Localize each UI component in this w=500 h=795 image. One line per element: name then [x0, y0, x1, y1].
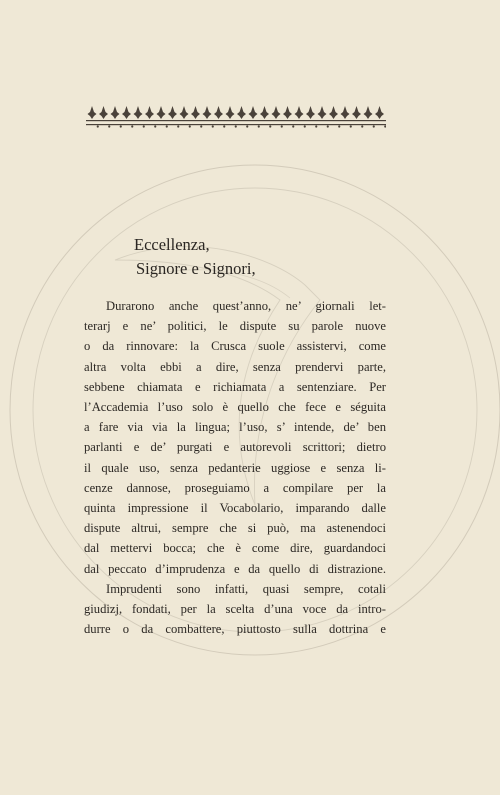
- text-line: dispute altrui, sempre che si può, ma astenendoci: [84, 521, 386, 536]
- ornament-dot: [177, 125, 179, 127]
- ornament-motif: [180, 106, 189, 119]
- ornament-dot: [108, 125, 110, 127]
- text-line: Durarono anche quest’anno, ne’ giornali let-: [106, 299, 386, 313]
- ornament-motif: [134, 106, 143, 119]
- ornament-dot: [292, 125, 294, 127]
- ornament-motif: [88, 106, 97, 119]
- ornament-motif: [375, 106, 384, 119]
- ornament-dot: [304, 125, 306, 127]
- ornament-motif: [168, 106, 177, 119]
- text-line: durre o da combattere, piuttosto sulla dottrina e: [84, 622, 386, 637]
- ornament-dot: [223, 125, 225, 127]
- ornament-motif: [214, 106, 223, 119]
- ornament-motif: [237, 106, 246, 119]
- text-line: cenze dannose, proseguiamo a compilare per la: [84, 480, 386, 495]
- salutation-line-1: Eccellenza,: [134, 235, 210, 254]
- ornament-dot: [281, 125, 283, 127]
- ornament-dot: [327, 125, 329, 127]
- body-paragraph: [84, 296, 386, 639]
- ornament-dot: [384, 125, 386, 127]
- text-line: quinta impressione il Vocabolario, imparando dalle: [84, 501, 386, 516]
- ornament-dot: [373, 125, 375, 127]
- text-line: dal peccato d’imprudenza e da quello di distrazione.: [84, 561, 386, 576]
- ornament-dot: [235, 125, 237, 127]
- text-line: l’Accademia l’uso solo è quello che fece e séguita: [84, 400, 386, 415]
- ornament-motif: [99, 106, 108, 119]
- ornament-dot: [97, 125, 99, 127]
- text-line: a fare via via la lingua; l’uso, s’ intende, de’ ben: [84, 420, 386, 435]
- ornament-dot: [258, 125, 260, 127]
- ornament-dot: [143, 125, 145, 127]
- ornament-dot: [269, 125, 271, 127]
- ornament-motif: [364, 106, 373, 119]
- ornament-dot: [350, 125, 352, 127]
- ornament-motif: [272, 106, 281, 119]
- ornament-motif: [145, 106, 154, 119]
- ornament-motif: [341, 106, 350, 119]
- ornament-motif: [122, 106, 131, 119]
- ornament-dot: [315, 125, 317, 127]
- ornament-motif: [260, 106, 269, 119]
- ornament-motif: [191, 106, 200, 119]
- ornament-motif: [329, 106, 338, 119]
- text-line: terarj e ne’ politici, le dispute su parole nuove: [84, 319, 386, 334]
- ornament-dot: [154, 125, 156, 127]
- text-line: sebbene chiamata e richiamata a sentenziare. Per: [84, 379, 386, 394]
- text-line: giudizj, fondati, per la scelta d’una voce da intro-: [84, 602, 386, 617]
- header-ornament: [86, 103, 386, 131]
- ornament-motif: [157, 106, 166, 119]
- ornament-dot: [361, 125, 363, 127]
- text-line: Imprudenti sono infatti, quasi sempre, cotali: [106, 581, 386, 596]
- ornament-motif: [283, 106, 292, 119]
- text-line: dal mettervi bocca; che è come dire, guardandoci: [84, 541, 386, 556]
- ornament-motif: [226, 106, 235, 119]
- ornament-motif: [306, 106, 315, 119]
- text-line: parlanti e de’ purgati e autorevoli scrittori; dietro: [84, 440, 386, 455]
- ornament-motif: [203, 106, 212, 119]
- ornament-motif: [318, 106, 327, 119]
- ornament-motif: [352, 106, 361, 119]
- ornament-dot: [338, 125, 340, 127]
- ornament-dot: [120, 125, 122, 127]
- ornament-dot: [212, 125, 214, 127]
- salutation: [134, 233, 256, 281]
- ornament-motif: [249, 106, 258, 119]
- text-line: o da rinnovare: la Crusca suole assistervi, come: [84, 339, 386, 354]
- ornament-motif: [111, 106, 120, 119]
- ornament-dot: [189, 125, 191, 127]
- ornament-dot: [131, 125, 133, 127]
- salutation-line-2: Signore e Signori,: [136, 259, 256, 278]
- ornament-dot: [200, 125, 202, 127]
- ornament-motif: [295, 106, 304, 119]
- text-line: altra volta ebbi a dire, senza prendervi parte,: [84, 359, 386, 374]
- text-line: il quale uso, senza pedanterie uggiose e senza li-: [84, 460, 386, 475]
- ornament-dot: [166, 125, 168, 127]
- ornament-dot: [246, 125, 248, 127]
